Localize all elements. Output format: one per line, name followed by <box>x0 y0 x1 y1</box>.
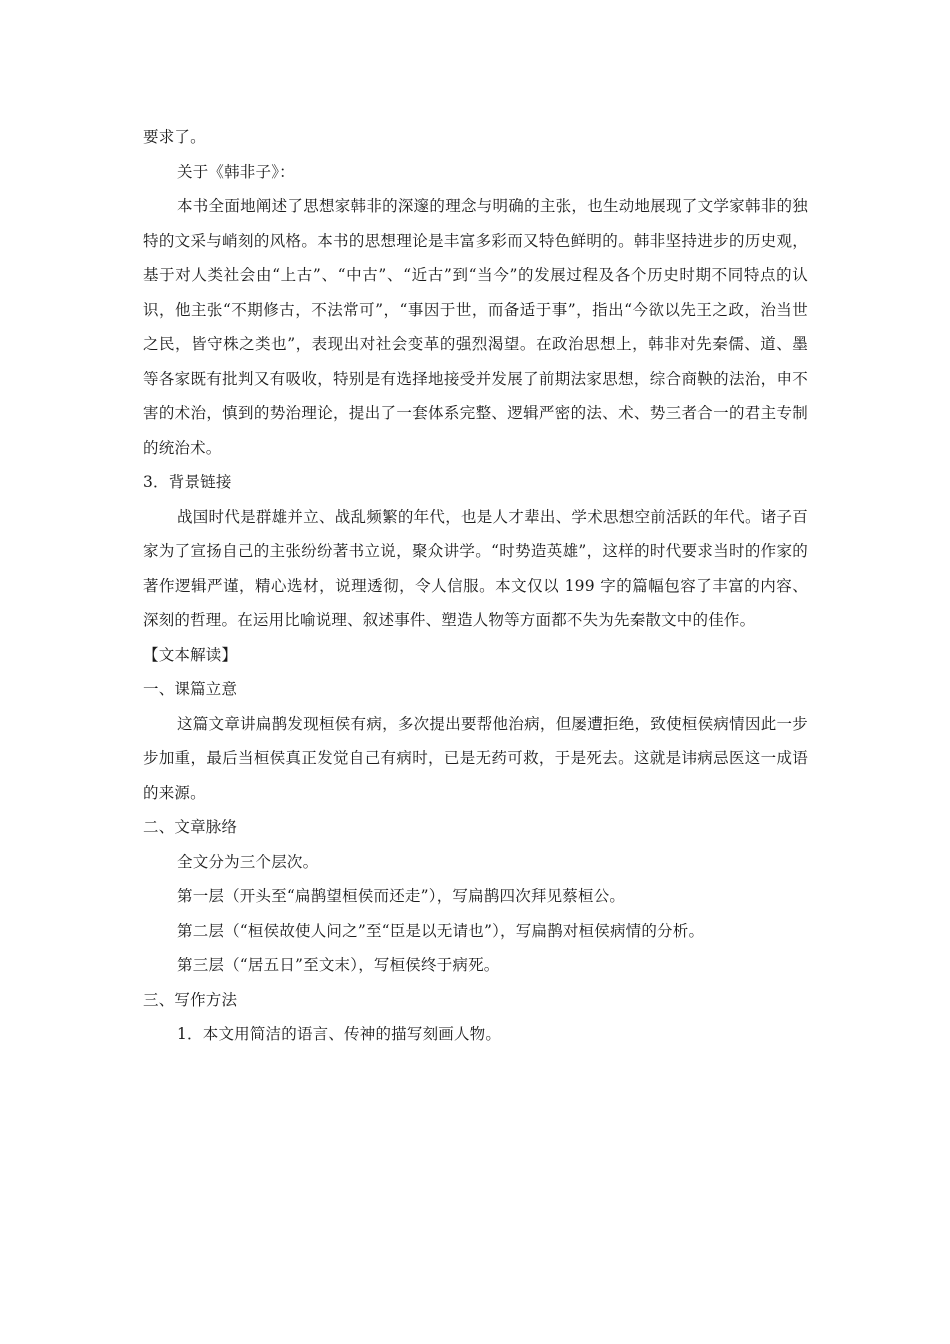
section-heading: 三、写作方法 <box>143 990 238 1009</box>
paragraph: 关于《韩非子》： <box>177 162 295 181</box>
document-body <box>143 120 808 1052</box>
paragraph: 战国时代是群雄并立、战乱频繁的年代，也是人才辈出、学术思想空前活跃的年代。诸子百家为了宣扬自己的主张纷纷著书立说，聚众讲学。“时势造英雄”，这样的时代要求当时的作家的著作逻辑严谨，精心选材，说理透彻，令人信服。本文仅以 199 字的篇幅包容了丰富的内容、深刻的哲理。在运用比喻说理、叙述事件、塑造人物等方面都不失为先秦散文中的佳作。 <box>143 507 808 629</box>
list-item: 第一层（开头至“扁鹊望桓侯而还走”），写扁鹊四次拜见蔡桓公。 <box>177 887 626 905</box>
paragraph: 本书全面地阐述了思想家韩非的深邃的理念与明确的主张，也生动地展现了文学家韩非的独特的文采与峭刻的风格。本书的思想理论是丰富多彩而又特色鲜明的。韩非坚持进步的历史观，基于对人类社会由“上古”、“中古”、“近古”到“当今”的发展过程及各个历史时期不同特点的认识，他主张“不期修古，不法常可”，“事因于世，而备适于事”，指出“今欲以先王之政，治当世之民，皆守株之类也”，表现出对社会变革的强烈渴望。在政治思想上，韩非对先秦儒、道、墨等各家既有批判又有吸收，特别是有选择地接受并发展了前期法家思想，综合商鞅的法治，申不害的术治，慎到的势治理论，提出了一套体系完整、逻辑严密的法、术、势三者合一的君主专制的统治术。 <box>143 197 808 457</box>
section-heading: 【文本解读】 <box>143 645 238 664</box>
section-heading: 一、课篇立意 <box>143 680 238 698</box>
section-heading: 3．背景链接 <box>143 473 232 491</box>
list-item: 1．本文用简洁的语言、传神的描写刻画人物。 <box>177 1025 502 1043</box>
list-item: 第二层（“桓侯故使人问之”至“臣是以无请也”），写扁鹊对桓侯病情的分析。 <box>177 921 705 940</box>
section-heading: 二、文章脉络 <box>143 818 238 836</box>
list-item: 全文分为三个层次。 <box>177 852 319 871</box>
list-item: 第三层（“居五日”至文末），写桓侯终于病死。 <box>177 956 500 974</box>
paragraph: 要求了。 <box>143 128 206 146</box>
paragraph: 这篇文章讲扁鹊发现桓侯有病，多次提出要帮他治病，但屡遭拒绝，致使桓侯病情因此一步步加重，最后当桓侯真正发觉自己有病时，已是无药可救，于是死去。这就是讳病忌医这一成语的来源。 <box>143 714 808 802</box>
